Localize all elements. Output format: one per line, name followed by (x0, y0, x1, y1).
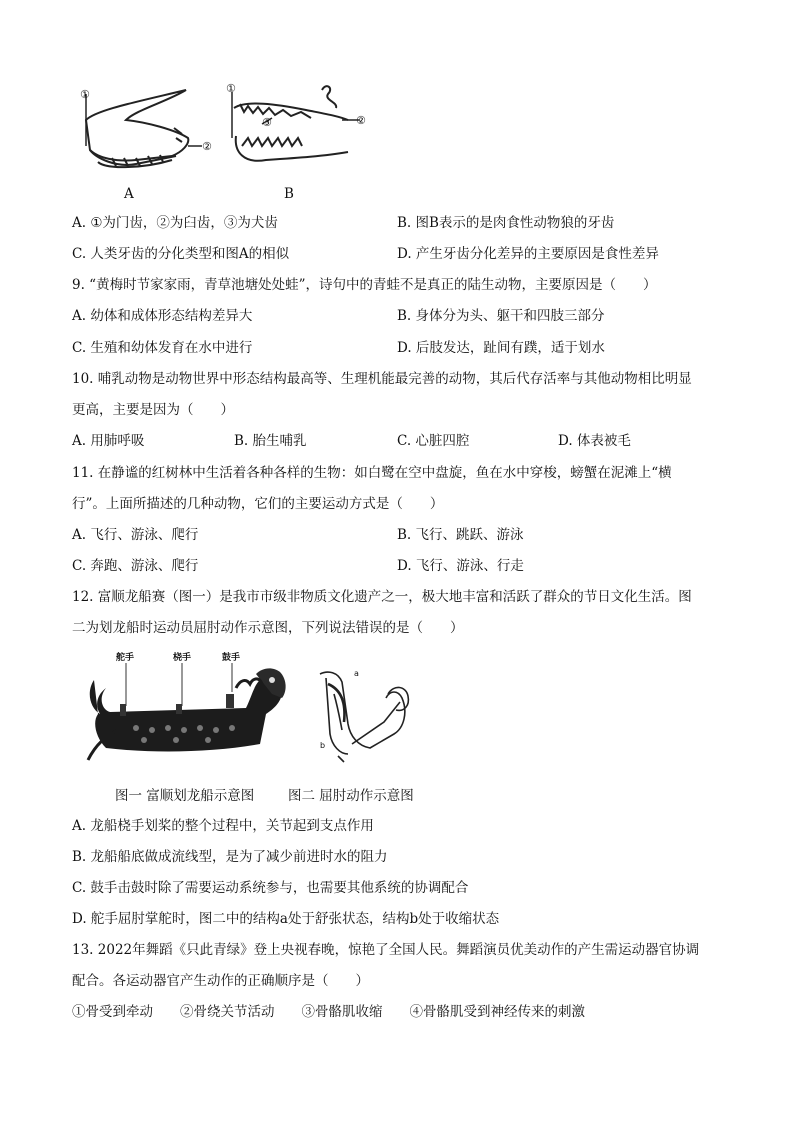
q13-stem-line2: 配合。各运动器官产生动作的正确顺序是（ ） (72, 973, 369, 989)
q12-option-c: C. 鼓手击鼓时除了需要运动系统参与，也需要其他系统的协调配合 (72, 880, 469, 896)
q13-stem-line1: 13. 2022年舞蹈《只此青绿》登上央视春晚，惊艳了全国人民。舞蹈演员优美动作的产生需运动器官协调 (72, 942, 700, 958)
q11-option-d: D. 飞行、游泳、行走 (397, 558, 524, 574)
label-helmsman: 舵手 (116, 653, 135, 663)
q10-option-c: C. 心脏四腔 (397, 433, 470, 449)
fig-label-a: A (124, 186, 134, 202)
dragon-boat-figure (76, 648, 290, 770)
q11-option-c: C. 奔跑、游泳、爬行 (72, 558, 199, 574)
mark-1-b: ① (226, 82, 236, 95)
q12-option-b: B. 龙船船底做成流线型，是为了减少前进时水的阻力 (72, 849, 388, 865)
q12-option-a: A. 龙船桡手划桨的整个过程中，关节起到支点作用 (72, 818, 374, 834)
q9-option-c: C. 生殖和幼体发育在水中进行 (72, 340, 253, 356)
skull-a-drawing (86, 90, 202, 167)
mark-1-a: ① (80, 88, 90, 101)
q11-option-a: A. 飞行、游泳、爬行 (72, 527, 199, 543)
q10-option-b: B. 胎生哺乳 (234, 433, 307, 449)
elbow-flexion-figure (308, 664, 418, 764)
label-rower: 桡手 (173, 653, 192, 663)
q13-steps: ①骨受到牵动 ②骨绕关节活动 ③骨骼肌收缩 ④骨骼肌受到神经传来的刺激 (72, 1004, 585, 1020)
mark-2-b: ② (356, 114, 366, 127)
q10-option-a: A. 用肺呼吸 (72, 433, 145, 449)
teeth-figure (76, 80, 376, 210)
q8-option-b: B. 图B表示的是肉食性动物狼的牙齿 (397, 215, 615, 231)
label-drummer: 鼓手 (222, 653, 241, 663)
fig-label-b: B (284, 186, 294, 202)
q10-stem-line2: 更高，主要是因为（ ） (72, 402, 234, 418)
q12-option-d: D. 舵手屈肘掌舵时，图二中的结构a处于舒张状态，结构b处于收缩状态 (72, 911, 500, 927)
boat-silhouette (88, 668, 286, 760)
q9-option-b: B. 身体分为头、躯干和四肢三部分 (397, 308, 605, 324)
q12-stem-line1: 12. 富顺龙船赛（图一）是我市市级非物质文化遗产之一，极大地丰富和活跃了群众的节日文化生活。图 (72, 589, 692, 605)
q9-option-a: A. 幼体和成体形态结构差异大 (72, 308, 253, 324)
q8-option-a: A. ①为门齿，②为臼齿，③为犬齿 (72, 215, 278, 231)
mark-3-b: ③ (262, 116, 272, 129)
q8-option-c: C. 人类牙齿的分化类型和图A的相似 (72, 246, 290, 262)
q11-stem-line2: 行”。上面所描述的几种动物，它们的主要运动方式是（ ） (72, 496, 444, 512)
arm-label-a: a (354, 669, 359, 678)
q10-option-d: D. 体表被毛 (558, 433, 631, 449)
mark-2-a: ② (202, 140, 212, 153)
q11-option-b: B. 飞行、跳跃、游泳 (397, 527, 524, 543)
q8-option-d: D. 产生牙齿分化差异的主要原因是食性差异 (397, 246, 659, 262)
fig1-caption: 图一 富顺划龙船示意图 (115, 788, 255, 804)
q10-stem-line1: 10. 哺乳动物是动物世界中形态结构最高等、生理机能最完善的动物，其后代存活率与其他动物相比明显 (72, 371, 692, 387)
arm-label-b: b (320, 741, 326, 750)
q11-stem-line1: 11. 在静谧的红树林中生活着各种各样的生物：如白鹭在空中盘旋，鱼在水中穿梭，螃蟹在泥滩上“横 (72, 465, 672, 481)
jaw-b-drawing (232, 86, 360, 161)
fig2-caption: 图二 屈肘动作示意图 (288, 788, 414, 804)
q9-stem: 9. “黄梅时节家家雨，青草池塘处处蛙”，诗句中的青蛙不是真正的陆生动物，主要原因是（ ） (72, 277, 657, 293)
q9-option-d: D. 后肢发达，趾间有蹼，适于划水 (397, 340, 605, 356)
q12-stem-line2: 二为划龙船时运动员屈肘动作示意图，下列说法错误的是（ ） (72, 620, 464, 636)
